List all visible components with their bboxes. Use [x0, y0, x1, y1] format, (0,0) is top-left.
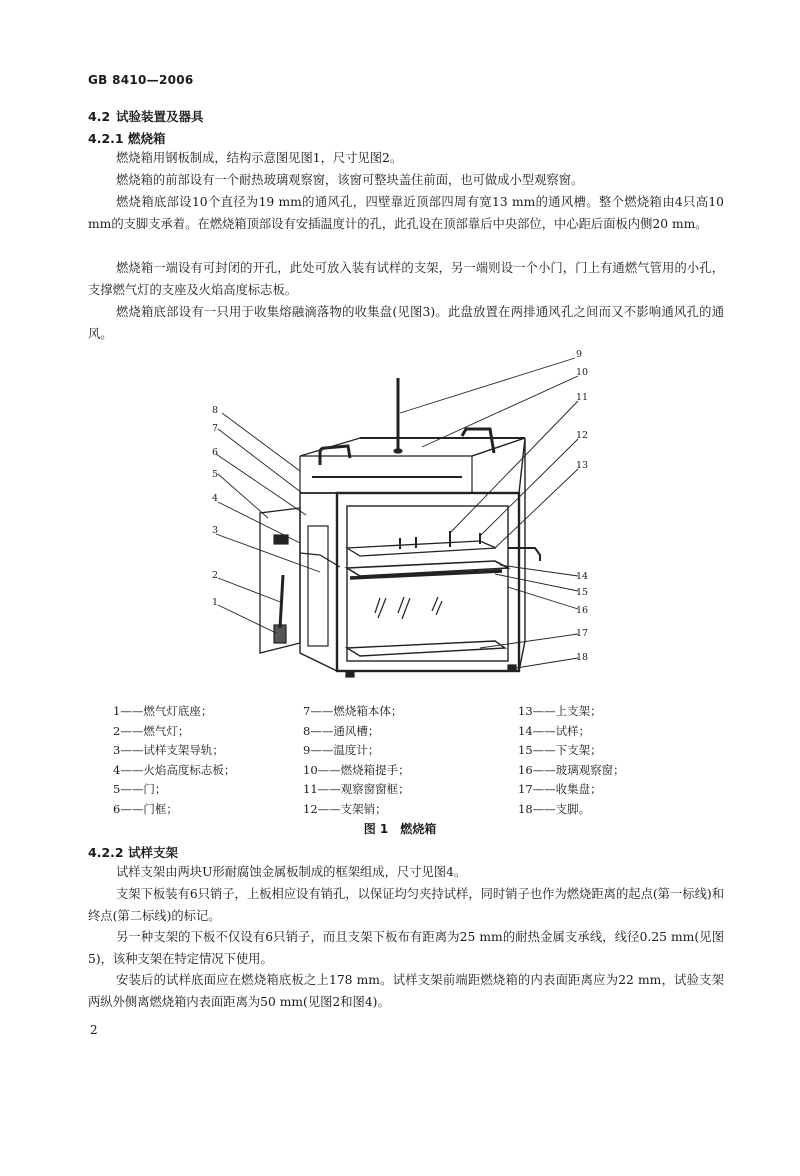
legend-item: 5——门；	[113, 782, 167, 797]
callout-2: 2	[212, 570, 219, 581]
legend-item: 18——支脚。	[518, 801, 591, 816]
paragraph: 支架下板装有6只销子，上板相应设有销孔，以保证均匀夹持试样，同时销子也作为燃烧距离的起点(第一标线)和终点(第二标线)的标记。	[88, 887, 724, 923]
foot	[346, 671, 354, 677]
section-4-2-1-heading	[88, 129, 166, 147]
callout-16: 16	[576, 605, 589, 616]
callout-3: 3	[212, 525, 219, 536]
legend-item: 13——上支架；	[518, 704, 602, 718]
legend-item: 3——试样支架导轨；	[113, 743, 224, 758]
callout-15: 15	[576, 587, 589, 598]
legend-item: 14——试样；	[518, 723, 591, 738]
paragraph: 试样支架由两块U形耐腐蚀金属板制成的框架组成，尺寸见图4。	[116, 865, 467, 879]
callout-9: 9	[576, 349, 583, 360]
legend-item: 12——支架销；	[303, 801, 387, 816]
callout-14: 14	[576, 571, 589, 582]
section-number: 4.2.2	[88, 845, 124, 860]
section-4-2-heading	[88, 107, 204, 125]
paragraph: 燃烧箱底部设有一只用于收集熔融滴落物的收集盘(见图3)。此盘放置在两排通风孔之间而又不影响通风孔的通风。	[88, 305, 724, 341]
legend-item: 15——下支架；	[518, 743, 602, 758]
section-title: 试样支架	[128, 845, 179, 860]
callout-1: 1	[212, 597, 219, 608]
paragraph: 燃烧箱的前部设有一个耐热玻璃观察窗，该窗可整块盖住前面，也可做成小型观察窗。	[116, 173, 584, 187]
paragraph: 燃烧箱用钢板制成，结构示意图见图1，尺寸见图2。	[116, 151, 403, 165]
section-4-2-2-heading	[88, 843, 178, 861]
callout-11: 11	[576, 392, 589, 403]
page-number: 2	[90, 1023, 98, 1037]
figure-legend	[113, 702, 733, 820]
section-number: 4.2.1	[88, 131, 124, 146]
paragraph: 另一种支架的下板不仅设有6只销子，而且支架下板布有距离为25 mm的耐热金属支承线，线径0.25 mm(见图5)，该种支架在特定情况下使用。	[88, 930, 724, 966]
section-number: 4.2	[88, 109, 111, 124]
standard-number-header: GB 8410—2006	[88, 73, 194, 87]
legend-item: 11——观察窗窗框；	[303, 782, 410, 797]
support-rail-handle	[508, 548, 540, 561]
figure-caption: 图 1 燃烧箱	[363, 822, 437, 836]
section-title: 试验装置及器具	[116, 109, 204, 124]
callout-10: 10	[576, 367, 589, 378]
callout-4: 4	[212, 493, 219, 504]
legend-column	[113, 702, 235, 820]
viewing-window-frame	[347, 506, 508, 661]
combustion-box-figure	[150, 343, 650, 698]
handle-right	[462, 429, 494, 453]
callout-13: 13	[576, 460, 589, 471]
legend-item: 10——燃烧箱提手；	[303, 762, 410, 777]
legend-item: 6——门框；	[113, 801, 178, 816]
paragraph: 燃烧箱底部设10个直径为19 mm的通风孔，四壁靠近顶部四周有宽13 mm的通风槽。整个燃烧箱由4只高10 mm的支脚支承着。在燃烧箱顶部设有安插温度计的孔，此孔设在顶部靠后中央部位，中心距后面板内侧20 mm。	[88, 195, 724, 231]
callout-17: 17	[576, 628, 589, 639]
paragraph: 安装后的试样底面应在燃烧箱底板之上178 mm。试样支架前端距燃烧箱的内表面距离应为22 mm，试验支架两纵外侧离燃烧箱内表面距离为50 mm(见图2和图4)。	[88, 973, 724, 1009]
callout-7: 7	[212, 423, 219, 434]
section-title: 燃烧箱	[128, 131, 166, 146]
callout-5: 5	[212, 469, 219, 480]
door-frame	[300, 493, 337, 671]
legend-item: 1——燃气灯底座；	[113, 704, 213, 718]
callout-8: 8	[212, 405, 219, 416]
callout-6: 6	[212, 447, 219, 458]
legend-item: 4——火焰高度标志板；	[113, 762, 236, 777]
callout-18: 18	[576, 652, 589, 663]
legend-item: 7——燃烧箱本体；	[303, 704, 403, 718]
burner-tube	[280, 575, 283, 628]
legend-item: 2——燃气灯；	[113, 723, 190, 738]
collection-tray	[347, 641, 505, 656]
legend-item: 17——收集盘；	[518, 782, 602, 797]
legend-item: 9——温度计；	[303, 743, 380, 758]
legend-column	[303, 702, 410, 820]
legend-item: 16——玻璃观察窗；	[518, 762, 625, 777]
legend-item: 8——通风槽；	[303, 723, 380, 738]
callout-12: 12	[576, 430, 589, 441]
legend-column	[518, 702, 625, 820]
foot	[508, 665, 516, 671]
paragraph: 燃烧箱一端设有可封闭的开孔，此处可放入装有试样的支架，另一端则设一个小门，门上有通燃气管用的小孔，支撑燃气灯的支座及火焰高度标志板。	[88, 261, 724, 297]
upper-support	[347, 541, 496, 556]
